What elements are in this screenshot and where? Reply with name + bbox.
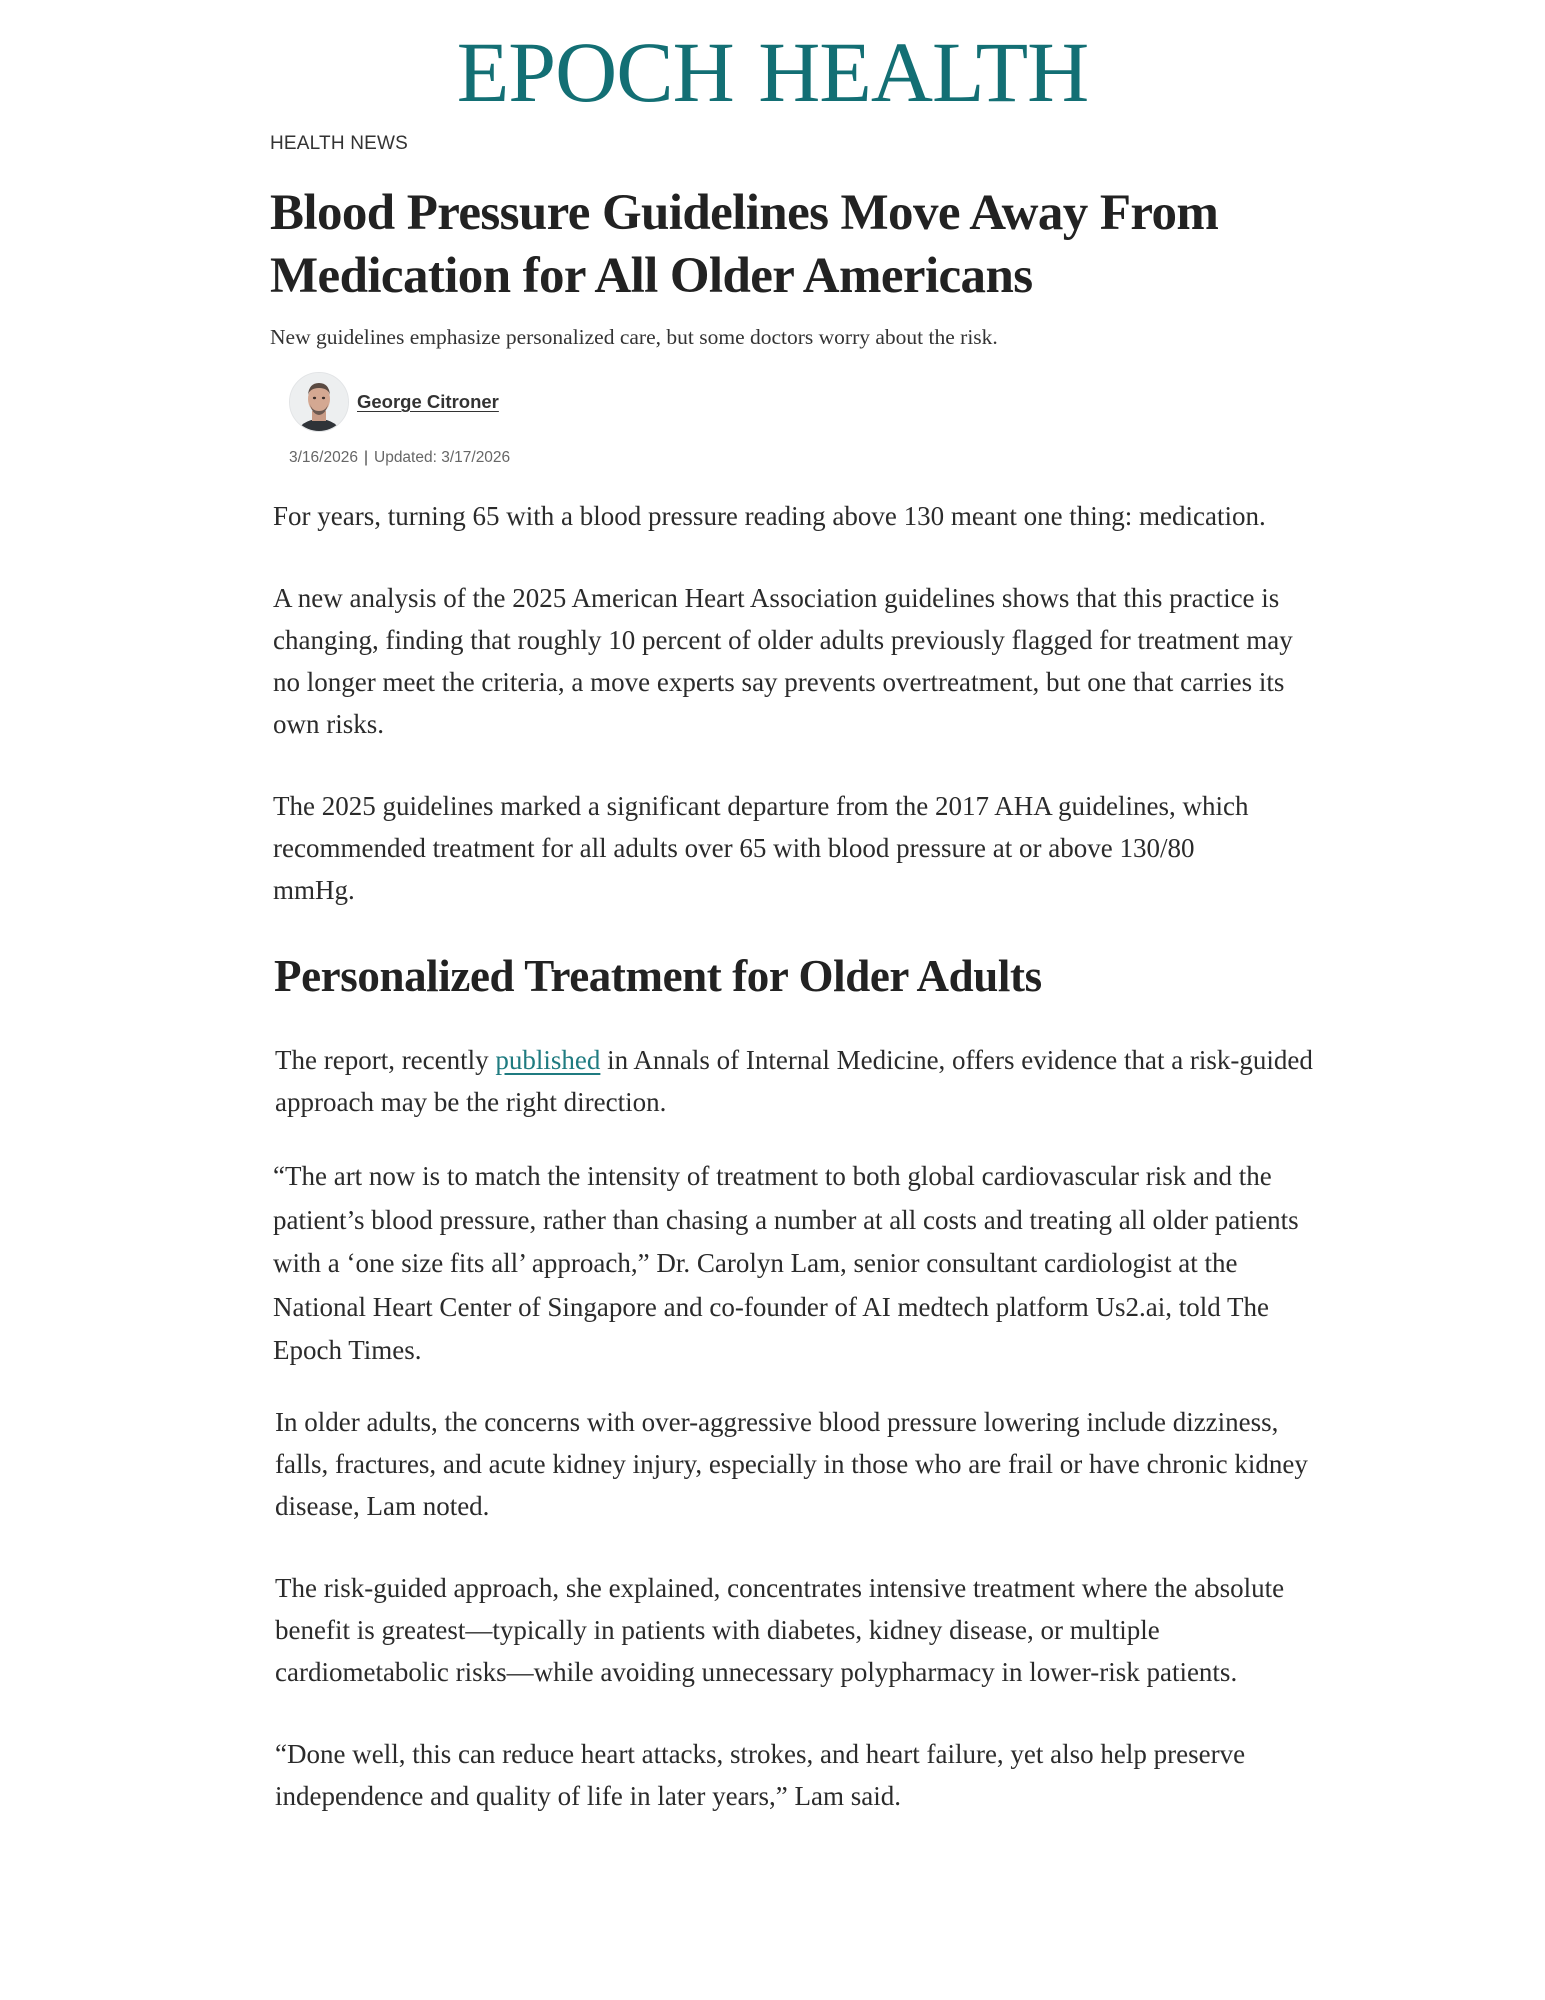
paragraph-7: The risk-guided approach, she explained, concentrates intensive treatment where the absolute benefit is greatest—typically in patients with diabetes, kidney disease, or multiple cardiometabolic risks—while avoiding unnecessary polypharmacy in lower-risk patients.	[275, 1572, 1285, 1687]
paragraph-2: A new analysis of the 2025 American Heart Association guidelines shows that this practice is changing, finding that roughly 10 percent of older adults previously flagged for treatment may no longer meet the criteria, a move experts say prevents overtreatment, but one that carries its own risks.	[273, 583, 1293, 739]
site-logo[interactable]: EPOCH HEALTH	[456, 24, 1089, 120]
article-dates	[289, 446, 1340, 470]
date-separator: |	[363, 449, 368, 466]
report-text-after: in Annals of Internal Medicine, offers evidence that a risk-guided approach may be the right direction.	[275, 1045, 1313, 1117]
article-headline: Blood Pressure Guidelines Move Away From Medication for All Older Americans	[270, 185, 1219, 304]
author-avatar[interactable]	[289, 372, 349, 432]
paragraph-4	[275, 1039, 1315, 1123]
paragraph-1: For years, turning 65 with a blood pressure reading above 130 meant one thing: medication.	[273, 501, 1266, 531]
section-subheading: Personalized Treatment for Older Adults	[274, 951, 1042, 1001]
byline	[289, 372, 1340, 432]
paragraph-6: In older adults, the concerns with over-aggressive blood pressure lowering include dizziness, falls, fractures, and acute kidney injury, especially in those who are frail or have chronic kidney disease, Lam noted.	[275, 1406, 1308, 1521]
paragraph-8: “Done well, this can reduce heart attacks, strokes, and heart failure, yet also help preserve independence and quality of life in later years,” Lam said.	[275, 1738, 1246, 1811]
paragraph-5: “The art now is to match the intensity of treatment to both global cardiovascular risk and the patient’s blood pressure, rather than chasing a number at all costs and treating all older patients with a ‘one size fits all’ approach,” Dr. Carolyn Lam, senior consultant cardiologist at the National Heart Center of Singapore and co-founder of AI medtech platform Us2.ai, told The Epoch Times.	[273, 1161, 1299, 1365]
article-subhead: New guidelines emphasize personalized care, but some doctors worry about the risk.	[270, 325, 998, 349]
updated-date: Updated: 3/17/2026	[374, 449, 511, 466]
report-text-before: The report, recently	[275, 1045, 496, 1075]
published-date: 3/16/2026	[289, 449, 358, 466]
article-content	[270, 130, 1340, 1817]
person-photo-icon	[290, 373, 348, 431]
section-label[interactable]: HEALTH NEWS	[270, 133, 409, 154]
author-link[interactable]: George Citroner	[357, 391, 499, 412]
paragraph-3: The 2025 guidelines marked a significant departure from the 2017 AHA guidelines, which recommended treatment for all adults over 65 with blood pressure at or above 130/80 mmHg.	[273, 791, 1249, 905]
published-link[interactable]: published	[495, 1045, 601, 1075]
